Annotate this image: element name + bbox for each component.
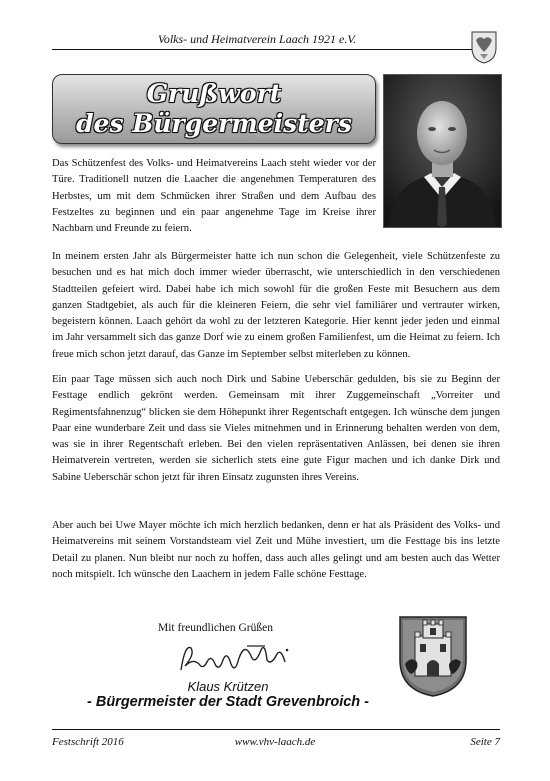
- footer-publication: Festschrift 2016: [52, 736, 124, 748]
- headline-line-1: Grußwort: [146, 79, 282, 108]
- page-header-title: Volks- und Heimatverein Laach 1921 e.V.: [157, 32, 357, 46]
- footer-divider: [52, 729, 500, 730]
- signer-name: Klaus Krützen: [187, 679, 269, 694]
- headline-line-2: des Bürgermeisters: [76, 109, 352, 138]
- city-coat-of-arms-icon: [397, 614, 469, 698]
- header-divider: [52, 49, 492, 50]
- closing-greeting: Mit freundlichen Grüßen: [158, 622, 273, 634]
- signer-title: - Bürgermeister der Stadt Grevenbroich -: [86, 694, 369, 710]
- paragraph-3: Ein paar Tage müssen sich auch noch Dirk und Sabine Ueberschär gedulden, bis sie zu Beginn der Festtage endlich gekrönt werden. Gemeinsam mit ihrer Zuggemeinschaft „Vorreiter und Regimentsfahnenzug“ blicken sie dem Höhepunkt ihrer Regentschaft entgegen. Ich wünsche dem jungen Paar eine wunderbare Zeit und dass sie Vieles mitnehmen und in Erinnerung behalten werden von dem, was sie in ihrer Regentschaft erleben. Bei den vielen repräsentativen Anlässen, bei denen sie ihren Heimatverein vertreten, werden sie sicherlich stets eine gute Figur machen und ich danke Dirk und Sabine Ueberschär schon jetzt für ihren Einsatz zugunsten ihres Vereins.: [52, 374, 500, 483]
- footer-page-number: Seite 7: [470, 736, 500, 748]
- paragraph-4: Aber auch bei Uwe Mayer möchte ich mich herzlich bedanken, denn er hat als Präsident des Volks- und Heimatvereins mit seinem Vorstandsteam viel Zeit und Mühe investiert, um die Festtage bis ins letzte Detail zu planen. Nun bleibt nur noch zu hoffen, dass auch alles gelingt und am besten auch das Wetter noch mitspielt. Ich wünsche den Laachern in jedem Falle schöne Festtage.: [52, 520, 500, 580]
- coat-of-arms-icon: [470, 30, 498, 64]
- paragraph-2: In meinem ersten Jahr als Bürgermeister hatte ich nun schon die Gelegenheit, viele Schützenfeste zu besuchen und es hat mich doch immer wieder überrascht, wie unterschiedlich in den verschiedenen Stadtteilen gefeiert wird. Dabei habe ich mich sowohl für die großen Feste mit Besuchern aus dem ganzen Stadtgebiet, als auch für die kleineren Feiern, die sehr viel familiärer und vertrauter wirken, begeistern können. Laach gehört da wohl zu der letzteren Kategorie. Hier kennt jeder jeden und einmal im Jahr versammelt sich das ganze Dorf wie zu einem großen Familienfest, um die Heimat zu feiern. Ich freue mich schon jetzt darauf, das Ganze im September selbst miterleben zu können.: [52, 251, 500, 360]
- handwritten-signature: [175, 636, 295, 684]
- paragraph-1: Das Schützenfest des Volks- und Heimatvereins Laach steht wieder vor der Türe. Traditionell nutzen die Laacher die angenehmen Temperaturen des Herbstes, um mit dem Schmücken ihrer Straßen und dem Aufbau des Festzeltes zu beginnen und ein paar angenehme Tage im Kreise ihrer Nachbarn und Freunde zu feiern.: [52, 158, 376, 235]
- headline-banner: [52, 74, 376, 144]
- mayor-portrait-photo: [383, 74, 502, 228]
- footer-website: www.vhv-laach.de: [234, 736, 316, 748]
